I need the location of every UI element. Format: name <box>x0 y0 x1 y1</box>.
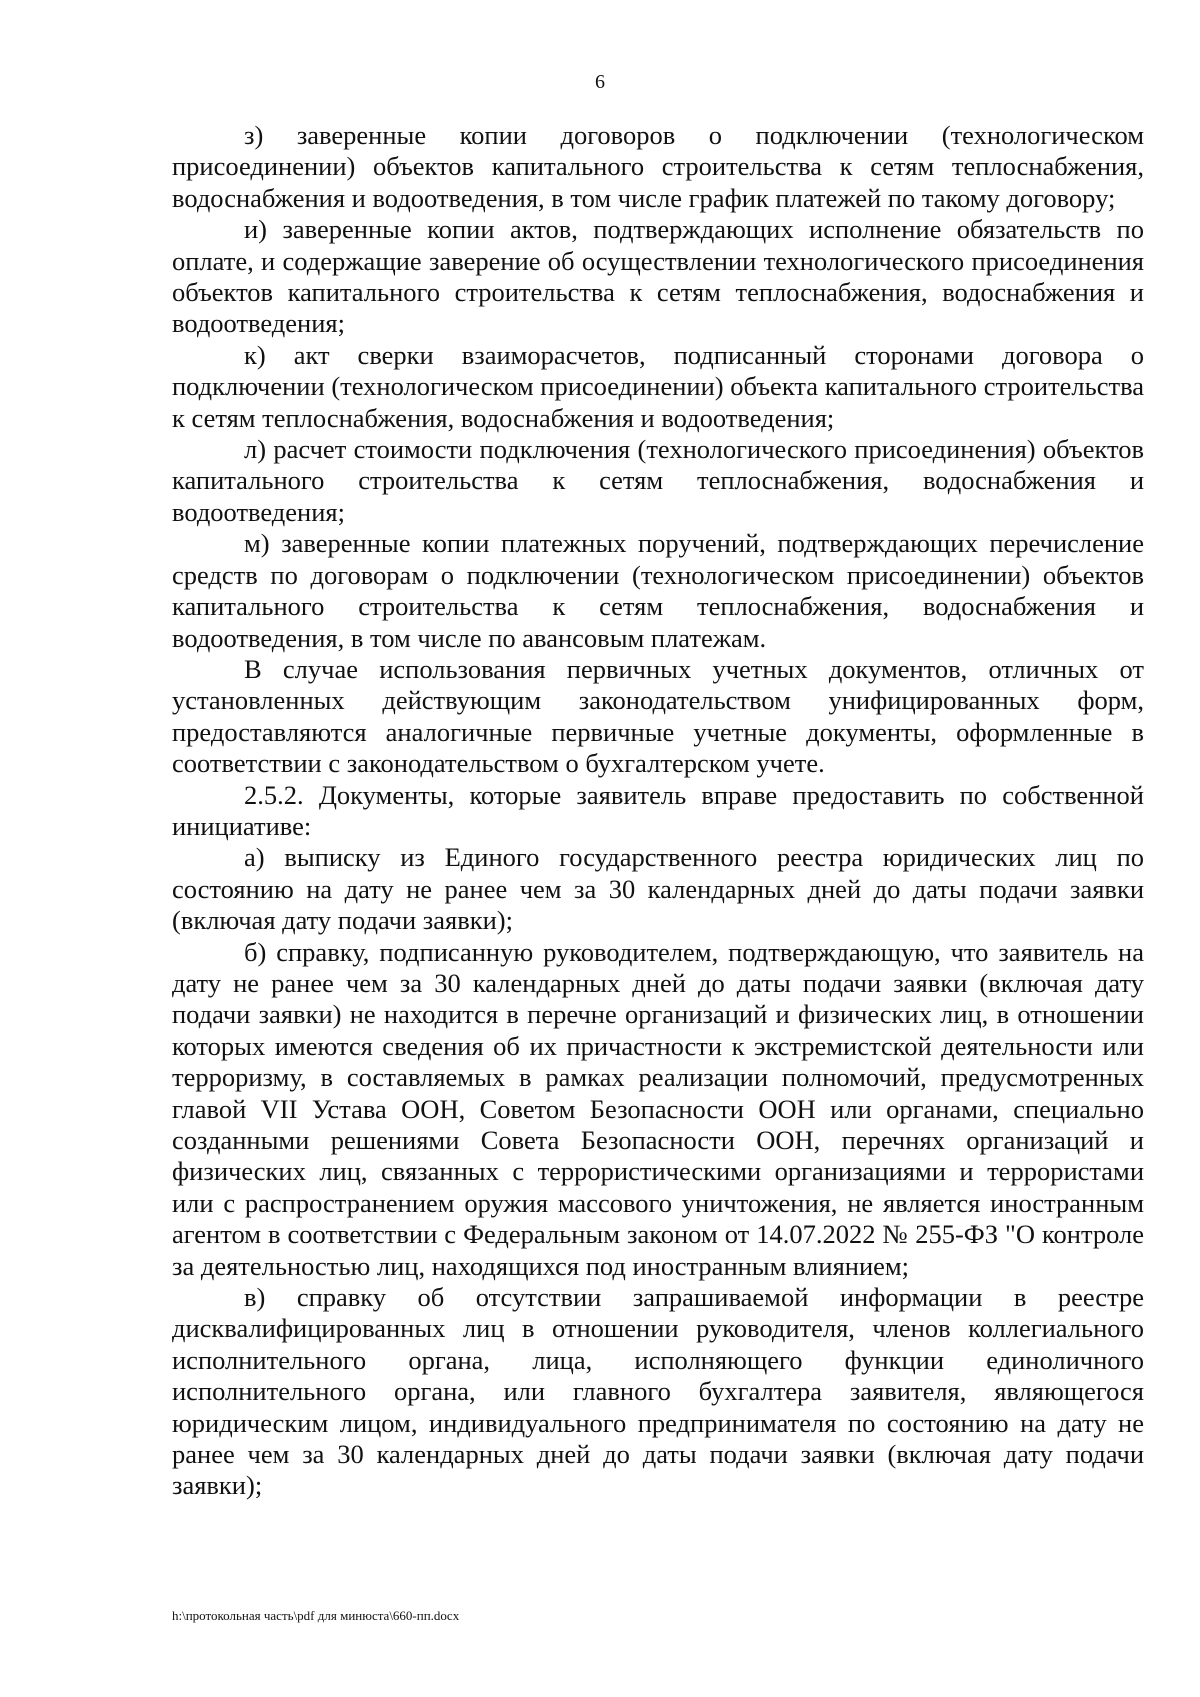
paragraph-2-5-2: 2.5.2. Документы, которые заявитель вправе предоставить по собственной инициативе: <box>172 779 1144 841</box>
paragraph-v: в) справку об отсутствии запрашиваемой информации в реестре дисквалифицированных лиц в отношении руководителя, членов коллегиального исполнительного органа, лица, исполняющего функции единоличного исполнительного органа, или главного бухгалтера заявителя, являющегося юридическим лицом, индивидуального предпринимателя по состоянию на дату не ранее чем за 30 календарных дней до даты подачи заявки (включая дату подачи заявки); <box>172 1282 1144 1501</box>
paragraph-z: з) заверенные копии договоров о подключении (технологическом присоединении) объектов капитального строительства к сетям теплоснабжения, водоснабжения и водоотведения, в том числе график платежей по такому договору; <box>172 120 1144 213</box>
paragraph-l: л) расчет стоимости подключения (технологического присоединения) объектов капитального строительства к сетям теплоснабжения, водоснабжения и водоотведения; <box>172 434 1144 527</box>
paragraph-a: а) выписку из Единого государственного реестра юридических лиц по состоянию на дату не ранее чем за 30 календарных дней до даты подачи заявки (включая дату подачи заявки); <box>172 842 1144 936</box>
page-number: 6 <box>595 71 605 93</box>
paragraph-i: и) заверенные копии актов, подтверждающих исполнение обязательств по оплате, и содержащие заверение об осуществлении технологического присоединения объектов капитального строительства к сетям теплоснабжения, водоснабжения и водоотведения; <box>172 214 1144 339</box>
document-body <box>172 120 1144 1502</box>
paragraph-b: б) справку, подписанную руководителем, подтверждающую, что заявитель на дату не ранее чем за 30 календарных дней до даты подачи заявки (включая дату подачи заявки) не находится в перечне организаций и физических лиц, в отношении которых имеются сведения об их причастности к экстремистской деятельности или терроризму, в составляемых в рамках реализации полномочий, предусмотренных главой VII Устава ООН, Советом Безопасности ООН или органами, специально созданными решениями Совета Безопасности ООН, перечнях организаций и физических лиц, связанных с террористическими организациями и террористами или с распространением оружия массового уничтожения, не является иностранным агентом в соответствии с Федеральным законом от 14.07.2022 № 255-ФЗ "О контроле за деятельностью лиц, находящихся под иностранным влиянием; <box>172 936 1144 1281</box>
paragraph-k: к) акт сверки взаиморасчетов, подписанный сторонами договора о подключении (технологическом присоединении) объекта капитального строительства к сетям теплоснабжения, водоснабжения и водоотведения; <box>172 339 1144 433</box>
paragraph-primary-documents: В случае использования первичных учетных документов, отличных от установленных действующим законодательством унифицированных форм, предоставляются аналогичные первичные учетные документы, оформленные в соответствии с законодательством о бухгалтерском учете. <box>172 653 1144 779</box>
paragraph-m: м) заверенные копии платежных поручений, подтверждающих перечисление средств по договорам о подключении (технологическом присоединении) объектов капитального строительства к сетям теплоснабжения, водоснабжения и водоотведения, в том числе по авансовым платежам. <box>172 528 1144 653</box>
footer-file-path: h:\протокольная часть\pdf для минюста\660-пп.docx <box>172 1608 460 1623</box>
